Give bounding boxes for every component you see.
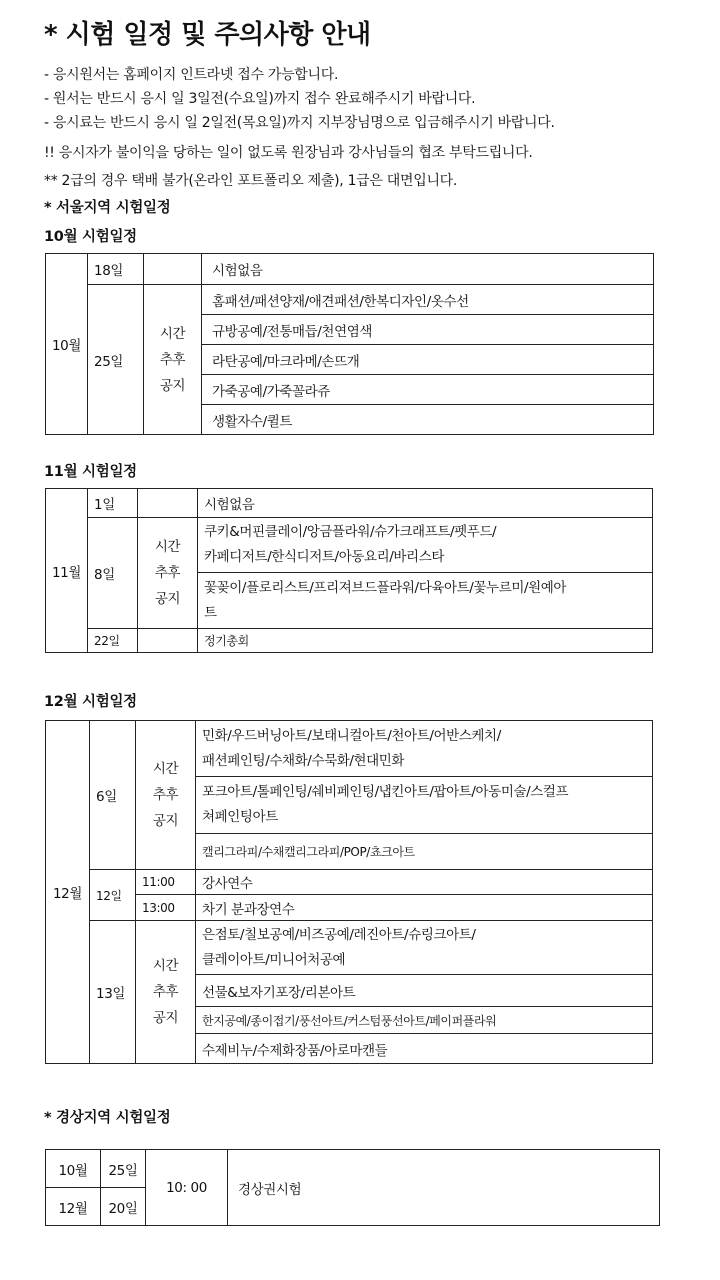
time-cell: 11:00 (136, 870, 196, 895)
time-cell (138, 629, 198, 653)
date-cell: 8일 (88, 518, 138, 629)
seoul-heading: * 서울지역 시험일정 (44, 200, 171, 216)
gyeongsang-schedule-table (45, 1149, 660, 1226)
table-row (46, 518, 653, 573)
time-cell: 13:00 (136, 895, 196, 921)
time-cell: 시간 추후 공지 (144, 285, 202, 435)
subject-cell: 선물&보자기포장/리본아트 (196, 975, 653, 1007)
subject-cell: 시험없음 (202, 254, 654, 285)
time-cell: 10: 00 (146, 1150, 228, 1226)
subject-cell: 수제비누/수제화장품/아로마캔들 (196, 1034, 653, 1064)
table-row (46, 489, 653, 518)
date-cell: 22일 (88, 629, 138, 653)
dec-schedule-table (45, 720, 653, 1064)
subject-cell: 규방공예/전통매듭/천연염색 (202, 315, 654, 345)
nov-schedule-table (45, 488, 653, 653)
table-row (46, 1150, 660, 1188)
month-cell: 12월 (46, 721, 90, 1064)
date-cell: 1일 (88, 489, 138, 518)
month-cell: 12월 (46, 1188, 101, 1226)
notice-line: - 응시원서는 홈페이지 인트라넷 접수 가능합니다. (44, 67, 339, 83)
subject-cell: 가죽공예/가죽꼴라쥬 (202, 375, 654, 405)
dec-heading: 12월 시험일정 (44, 694, 137, 710)
nov-heading: 11월 시험일정 (44, 464, 137, 480)
subject-cell: 시험없음 (198, 489, 653, 518)
date-cell: 12일 (90, 870, 136, 921)
page-title: * 시험 일정 및 주의사항 안내 (44, 20, 371, 50)
subject-cell: 생활자수/퀼트 (202, 405, 654, 435)
month-cell: 10월 (46, 254, 88, 435)
table-row (46, 921, 653, 975)
table-row (46, 895, 653, 921)
table-row (46, 285, 654, 315)
subject-cell: 꽃꽂이/플로리스트/프리져브드플라워/다육아트/꽃누르미/원예아 트 (198, 573, 653, 629)
date-cell: 18일 (88, 254, 144, 285)
subject-cell: 정기총회 (198, 629, 653, 653)
gyeongsang-heading: * 경상지역 시험일정 (44, 1110, 171, 1126)
subject-cell: 포크아트/톨페인팅/쉐비페인팅/냅킨아트/팝아트/아동미술/스컬프 쳐페인팅아트 (196, 777, 653, 834)
subject-cell: 한지공예/종이접기/풍선아트/커스텀풍선아트/페이퍼플라워 (196, 1007, 653, 1034)
subject-cell: 차기 분과장연수 (196, 895, 653, 921)
table-row (46, 254, 654, 285)
date-cell: 25일 (101, 1150, 146, 1188)
time-cell: 시간 추후 공지 (138, 518, 198, 629)
date-cell: 6일 (90, 721, 136, 870)
notice-line: !! 응시자가 불이익을 당하는 일이 없도록 원장님과 강사님들의 협조 부탁드립니다. (44, 145, 533, 161)
notice-line: - 응시료는 반드시 응시 일 2일전(목요일)까지 지부장님명으로 입금해주시기 바랍니다. (44, 115, 555, 131)
subject-cell: 은점토/칠보공예/비즈공예/레진아트/슈링크아트/ 클레이아트/미니어처공예 (196, 921, 653, 975)
date-cell: 20일 (101, 1188, 146, 1226)
table-row (46, 870, 653, 895)
oct-schedule-table (45, 253, 654, 435)
subject-cell: 라탄공예/마크라메/손뜨개 (202, 345, 654, 375)
subject-cell: 쿠키&머핀클레이/앙금플라워/슈가크래프트/펫푸드/ 카페디저트/한식디저트/아동요리/바리스타 (198, 518, 653, 573)
notice-line: - 원서는 반드시 응시 일 3일전(수요일)까지 접수 완료해주시기 바랍니다. (44, 91, 476, 107)
subject-cell: 경상권시험 (228, 1150, 660, 1226)
time-cell: 시간 추후 공지 (136, 921, 196, 1064)
subject-cell: 강사연수 (196, 870, 653, 895)
notice-line: ** 2급의 경우 택배 불가(온라인 포트폴리오 제출), 1급은 대면입니다. (44, 173, 458, 189)
month-cell: 10월 (46, 1150, 101, 1188)
time-cell (144, 254, 202, 285)
subject-cell: 민화/우드버닝아트/보태니컬아트/천아트/어반스케치/ 패션페인팅/수채화/수묵화/현대민화 (196, 721, 653, 777)
time-cell (138, 489, 198, 518)
table-row (46, 721, 653, 777)
table-row (46, 629, 653, 653)
time-cell: 시간 추후 공지 (136, 721, 196, 870)
subject-cell: 캘리그라피/수채캘리그라피/POP/쵸크아트 (196, 834, 653, 870)
oct-heading: 10월 시험일정 (44, 229, 137, 245)
month-cell: 11월 (46, 489, 88, 653)
date-cell: 25일 (88, 285, 144, 435)
subject-cell: 홈패션/패션양재/애견패션/한복디자인/옷수선 (202, 285, 654, 315)
date-cell: 13일 (90, 921, 136, 1064)
